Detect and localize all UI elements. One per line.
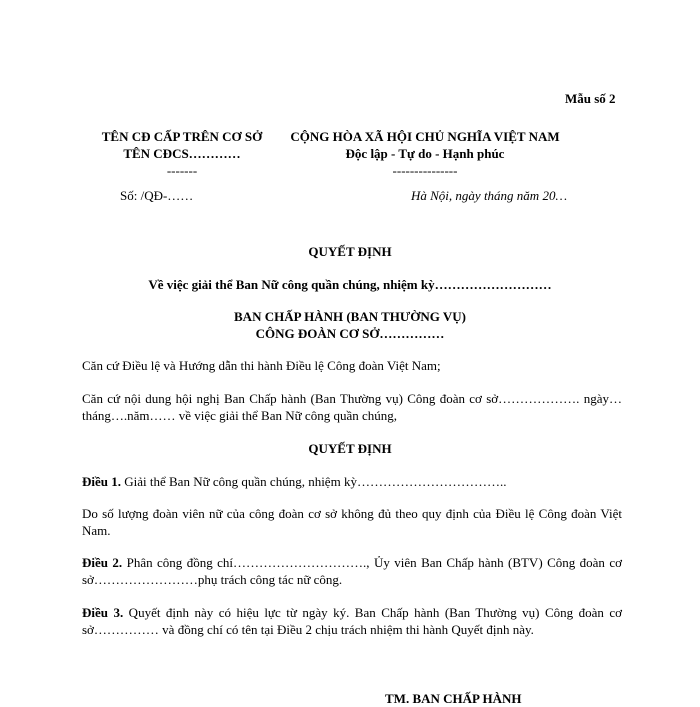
national-motto: Độc lập - Tự do - Hạnh phúc (345, 146, 505, 161)
document-title: QUYẾT ĐỊNH (308, 244, 392, 259)
article-3-label: Điều 3. (82, 605, 124, 620)
article-1 (82, 473, 622, 490)
header-right (270, 128, 580, 179)
article-1-reason-text: Do số lượng đoàn viên nữ của công đoàn cơ sở không đủ theo quy định của Điều lệ Công đoàn Việt Nam. (82, 506, 622, 538)
issuer-line-1: BAN CHẤP HÀNH (BAN THƯỜNG VỤ) (234, 309, 466, 324)
issuer-line-2: CÔNG ĐOÀN CƠ SỞ…………… (255, 326, 445, 341)
article-3-text: Quyết định này có hiệu lực từ ngày ký. Ban Chấp hành (Ban Thường vụ) Công đoàn cơ sở…………… và đồng chí có tên tại Điều 2 chịu trách nhiệm thi hành Quyết định này. (82, 605, 622, 637)
article-3 (82, 604, 622, 638)
document-subject: Về việc giải thể Ban Nữ công quần chúng, nhiệm kỳ……………………… (148, 277, 552, 292)
signature-label: TM. BAN CHẤP HÀNH (385, 691, 522, 706)
union-name: TÊN CĐCS………… (123, 146, 241, 161)
form-number: Mẫu số 2 (565, 91, 616, 106)
basis-paragraph-1: Căn cứ Điều lệ và Hướng dẫn thi hành Điều lệ Công đoàn Việt Nam; (82, 358, 441, 373)
article-2-label: Điều 2. (82, 555, 123, 570)
national-name: CỘNG HÒA XÃ HỘI CHỦ NGHĨA VIỆT NAM (290, 129, 560, 144)
article-1-text: Giải thể Ban Nữ công quần chúng, nhiệm kỳ…………………………….. (121, 474, 507, 489)
header-right-divider: --------------- (392, 163, 458, 178)
issuer (0, 308, 700, 342)
header-left-divider: ------- (166, 163, 198, 178)
article-2 (82, 554, 622, 588)
parent-union-name: TÊN CĐ CẤP TRÊN CƠ SỞ (101, 129, 263, 144)
header-left (82, 128, 282, 179)
article-2-text: Phân công đồng chí…………………………., Ủy viên Ban Chấp hành (BTV) Công đoàn cơ sở……………………phụ trách công tác nữ công. (82, 555, 623, 587)
basis-paragraph-2: Căn cứ nội dung hội nghị Ban Chấp hành (Ban Thường vụ) Công đoàn cơ sở………………. ngày…tháng….năm…… về việc giải thể Ban Nữ công quần chúng, (82, 391, 622, 423)
article-1-reason (82, 505, 622, 539)
decision-heading: QUYẾT ĐỊNH (308, 441, 392, 456)
article-1-label: Điều 1. (82, 474, 121, 489)
document-number: Số: /QĐ-…… (120, 188, 194, 203)
document-date: Hà Nội, ngày tháng năm 20… (411, 188, 567, 203)
